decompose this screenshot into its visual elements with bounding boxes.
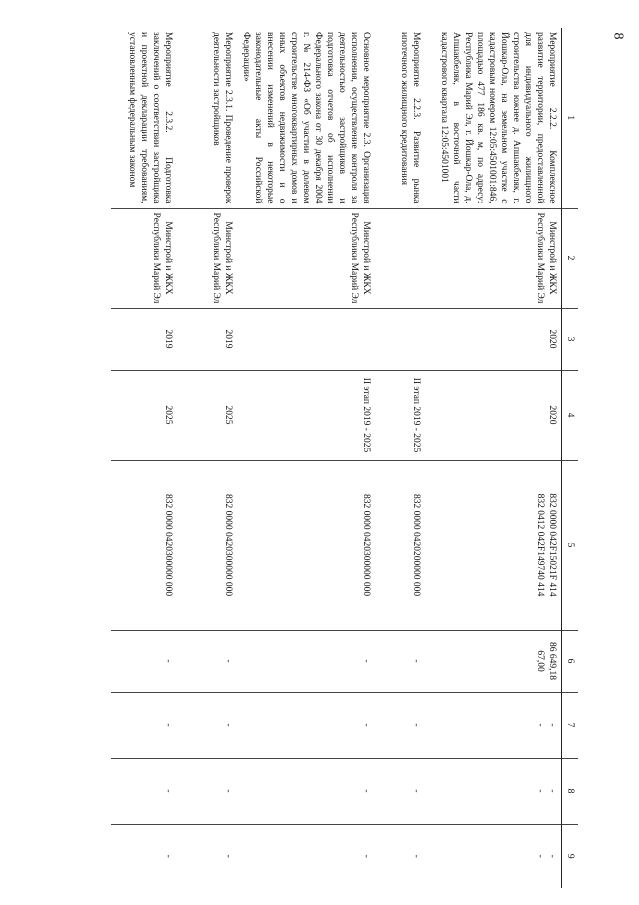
value-cell xyxy=(426,824,562,888)
end-year-cell: 2025 xyxy=(178,370,238,460)
activity-cell: Мероприятие 2.3.2. Подготовка заключений о соответствии застройщика и проектной декларации требованиям, установленным федеральным законом xyxy=(127,32,174,204)
amount-cell: - xyxy=(376,630,426,692)
activity-cell: Мероприятие 2.2.3. Развитие рынка ипотечного жилищного кредитования xyxy=(399,32,422,204)
executor-cell: Минстрой и ЖКХ Республики Марий Эл xyxy=(178,208,238,308)
col-header-8: 8 xyxy=(562,758,579,824)
value-cell: - xyxy=(178,692,238,758)
col-header-2: 2 xyxy=(562,208,579,308)
table-row xyxy=(376,28,426,888)
amount-cell xyxy=(426,630,562,692)
executor-cell: Минстрой и ЖКХ Республики Марий Эл xyxy=(426,208,562,308)
budget-code-cell xyxy=(376,460,426,630)
budget-code-cell xyxy=(238,460,376,630)
activity-cell: Мероприятие 2.2.2. Комплексное развитие территории, предоставленной для индивидуального жилищного строительства южнее д. Апшакбеляк, г. Йошкар-Ола, на земельном участке с кадастровым номером 12:05:4501001:846, площадью 477 186 кв. м, по адресу: Республика Марий Эл, г. Йошкар-Ола, д. Апшакбеляк, в восточной части кадастрового квартала 12:05:4501001 xyxy=(439,32,557,204)
amount-cell: - xyxy=(238,630,376,692)
value-cell xyxy=(426,692,562,758)
value-cell: - xyxy=(376,824,426,888)
value: - xyxy=(547,723,557,727)
value-cell: - xyxy=(238,824,376,888)
value: - xyxy=(535,854,545,858)
activity-cell: Основное мероприятие 2.3. Организация исполнения, осуществление контроля за деятельностью застройщиков и подготовка отчетов об исполнении Федерального закона от 30 декабря 2004 г. № 214-ФЗ «Об участии в долевом строительстве многоквартирных домов и иных объектов недвижимости и о внесении изменений в некоторые законодательные акты Российской Федерации» xyxy=(241,32,372,204)
col-header-4: 4 xyxy=(562,370,579,460)
col-header-5: 5 xyxy=(562,460,579,630)
start-year-cell: 2019 xyxy=(112,308,178,370)
col-header-7: 7 xyxy=(562,692,579,758)
value: - xyxy=(547,854,557,858)
value: - xyxy=(535,723,545,727)
value: - xyxy=(535,789,545,793)
value-cell: - xyxy=(178,758,238,824)
start-year-cell: 2019 xyxy=(178,308,238,370)
end-year-cell: 2020 xyxy=(426,370,562,460)
program-table xyxy=(112,28,579,888)
value-cell: - xyxy=(112,692,178,758)
end-year-cell: 2025 xyxy=(112,370,178,460)
budget-code: 832 0000 0420300000 000 xyxy=(361,493,372,597)
executor-cell: Минстрой и ЖКХ Республики Марий Эл xyxy=(238,208,376,308)
page-number: 8 xyxy=(610,32,626,40)
value: - xyxy=(547,789,557,793)
value-cell: - xyxy=(376,692,426,758)
col-header-6: 6 xyxy=(562,630,579,692)
amount: 67,00 xyxy=(535,650,545,672)
start-year-cell xyxy=(376,308,426,370)
amount: 86 649,18 xyxy=(547,642,557,680)
start-year-cell xyxy=(238,308,376,370)
budget-code-cell xyxy=(178,460,238,630)
header-row xyxy=(562,28,579,888)
value-cell xyxy=(426,758,562,824)
activity-cell: Мероприятие 2.3.1. Проведение проверок деятельности застройщиков xyxy=(211,32,234,204)
budget-code-cell xyxy=(426,460,562,630)
amount-cell: - xyxy=(112,630,178,692)
table-row xyxy=(178,28,238,888)
amount-cell: - xyxy=(178,630,238,692)
table-row xyxy=(238,28,376,888)
col-header-1: 1 xyxy=(562,28,579,208)
value-cell: - xyxy=(238,692,376,758)
stage-cell: II этап 2019 - 2025 xyxy=(238,370,376,460)
value-cell: - xyxy=(238,758,376,824)
budget-code: 832 0000 0420300000 000 xyxy=(163,493,174,597)
value-cell: - xyxy=(112,758,178,824)
budget-code: 832 0000 0420200000 000 xyxy=(411,493,422,597)
executor-cell: Минстрой и ЖКХ Республики Марий Эл xyxy=(112,208,178,308)
col-header-3: 3 xyxy=(562,308,579,370)
value-cell: - xyxy=(376,758,426,824)
budget-code: 832 0000 042F15021F 414 xyxy=(547,493,557,597)
col-header-9: 9 xyxy=(562,824,579,888)
rotated-table-frame xyxy=(108,28,578,888)
budget-code: 832 0412 042F149740 414 xyxy=(535,493,545,597)
executor-cell xyxy=(376,208,426,308)
budget-code: 832 0000 0420300000 000 xyxy=(223,493,234,597)
table-row xyxy=(112,28,178,888)
value-cell: - xyxy=(178,824,238,888)
table-row xyxy=(426,28,562,888)
stage-cell: II этап 2019 - 2025 xyxy=(376,370,426,460)
start-year-cell: 2020 xyxy=(426,308,562,370)
budget-code-cell xyxy=(112,460,178,630)
value-cell: - xyxy=(112,824,178,888)
